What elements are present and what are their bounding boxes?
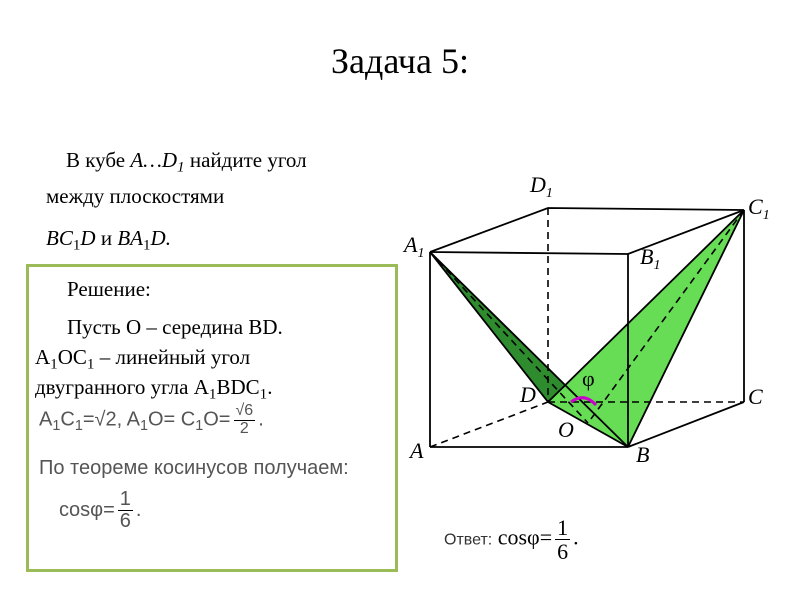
plane-1-sub: 1 (72, 237, 81, 254)
cos-label: cosφ= (59, 498, 115, 521)
problem-line-3 (46, 224, 396, 260)
solution-line-3 (35, 375, 272, 404)
text: A (35, 345, 51, 369)
edge-a-d (430, 402, 548, 447)
text: C (60, 408, 75, 431)
cosine-theorem-text: По теореме косинусов получаем: (39, 457, 349, 479)
plane-2: BA (117, 225, 143, 250)
subscript: 1 (50, 356, 58, 373)
label-a1: $A_1$ (404, 232, 425, 261)
answer-fraction (555, 516, 570, 563)
subscript: 1 (259, 386, 268, 403)
label-a: A (410, 438, 424, 463)
top-face (430, 208, 744, 254)
subscript: 1 (86, 356, 95, 373)
solution-line-1: Пусть O – середина BD. (67, 315, 283, 339)
fraction-1-over-6 (118, 489, 133, 532)
text: O= C (147, 408, 196, 431)
denominator: 2 (239, 419, 249, 437)
plane-1-end: D (80, 225, 96, 250)
denominator: 6 (119, 510, 131, 532)
subscript: 1 (208, 386, 217, 403)
solution-heading: Решение: (67, 277, 151, 301)
text: A (39, 408, 53, 431)
subscript: 1 (52, 417, 61, 434)
text: . (267, 375, 273, 399)
label-o: O (558, 417, 574, 442)
cos-formula (59, 489, 141, 532)
answer (444, 516, 579, 563)
fraction-sqrt6-over-2 (234, 403, 256, 438)
text: . (135, 498, 142, 521)
problem-text: найдите угол (184, 148, 307, 172)
cube-diagram (396, 168, 786, 468)
plane-2-sub: 1 (142, 237, 151, 254)
text: – линейный угол (94, 345, 251, 369)
cube-name: A…D (130, 148, 178, 172)
subscript: 1 (195, 417, 204, 434)
text: . (258, 408, 264, 431)
label-c1: $C_1$ (748, 194, 770, 223)
subscript: 1 (74, 417, 83, 434)
label-phi: φ (582, 366, 595, 391)
numerator: √6 (235, 402, 254, 419)
conjunction: и (95, 225, 118, 250)
label-b1: $B_1$ (640, 244, 661, 273)
text: =√2, A (82, 408, 140, 431)
solution-line-2 (35, 345, 250, 374)
plane-2-end: D. (150, 225, 171, 250)
slide-title: Задача 5: (331, 41, 469, 81)
cube-subscript: 1 (177, 159, 185, 176)
numerator: 1 (119, 488, 131, 510)
problem-statement (46, 146, 396, 259)
text: O= (203, 408, 231, 431)
label-b: B (636, 442, 650, 467)
answer-dot: . (573, 524, 579, 550)
numerator: 1 (557, 515, 569, 540)
edge-a1-b (430, 252, 628, 447)
subscript: 1 (139, 417, 148, 434)
solution-box (26, 264, 398, 572)
label-d: D (520, 382, 536, 407)
denominator: 6 (557, 539, 569, 565)
answer-label: Ответ: (444, 531, 493, 549)
lengths-formula (39, 403, 264, 438)
text: OC (57, 345, 87, 369)
edge-a1-d (430, 252, 548, 402)
label-c: C (748, 384, 763, 409)
problem-line-2: между плоскостями (46, 183, 225, 208)
problem-text: В кубе (66, 148, 131, 172)
plane-1: BC (46, 225, 73, 250)
answer-cos-label: cosφ= (497, 524, 553, 550)
text: двугранного угла A (35, 375, 209, 399)
problem-line-1 (46, 146, 396, 182)
label-d1: $D_1$ (530, 172, 553, 201)
text: BDC (216, 375, 260, 399)
